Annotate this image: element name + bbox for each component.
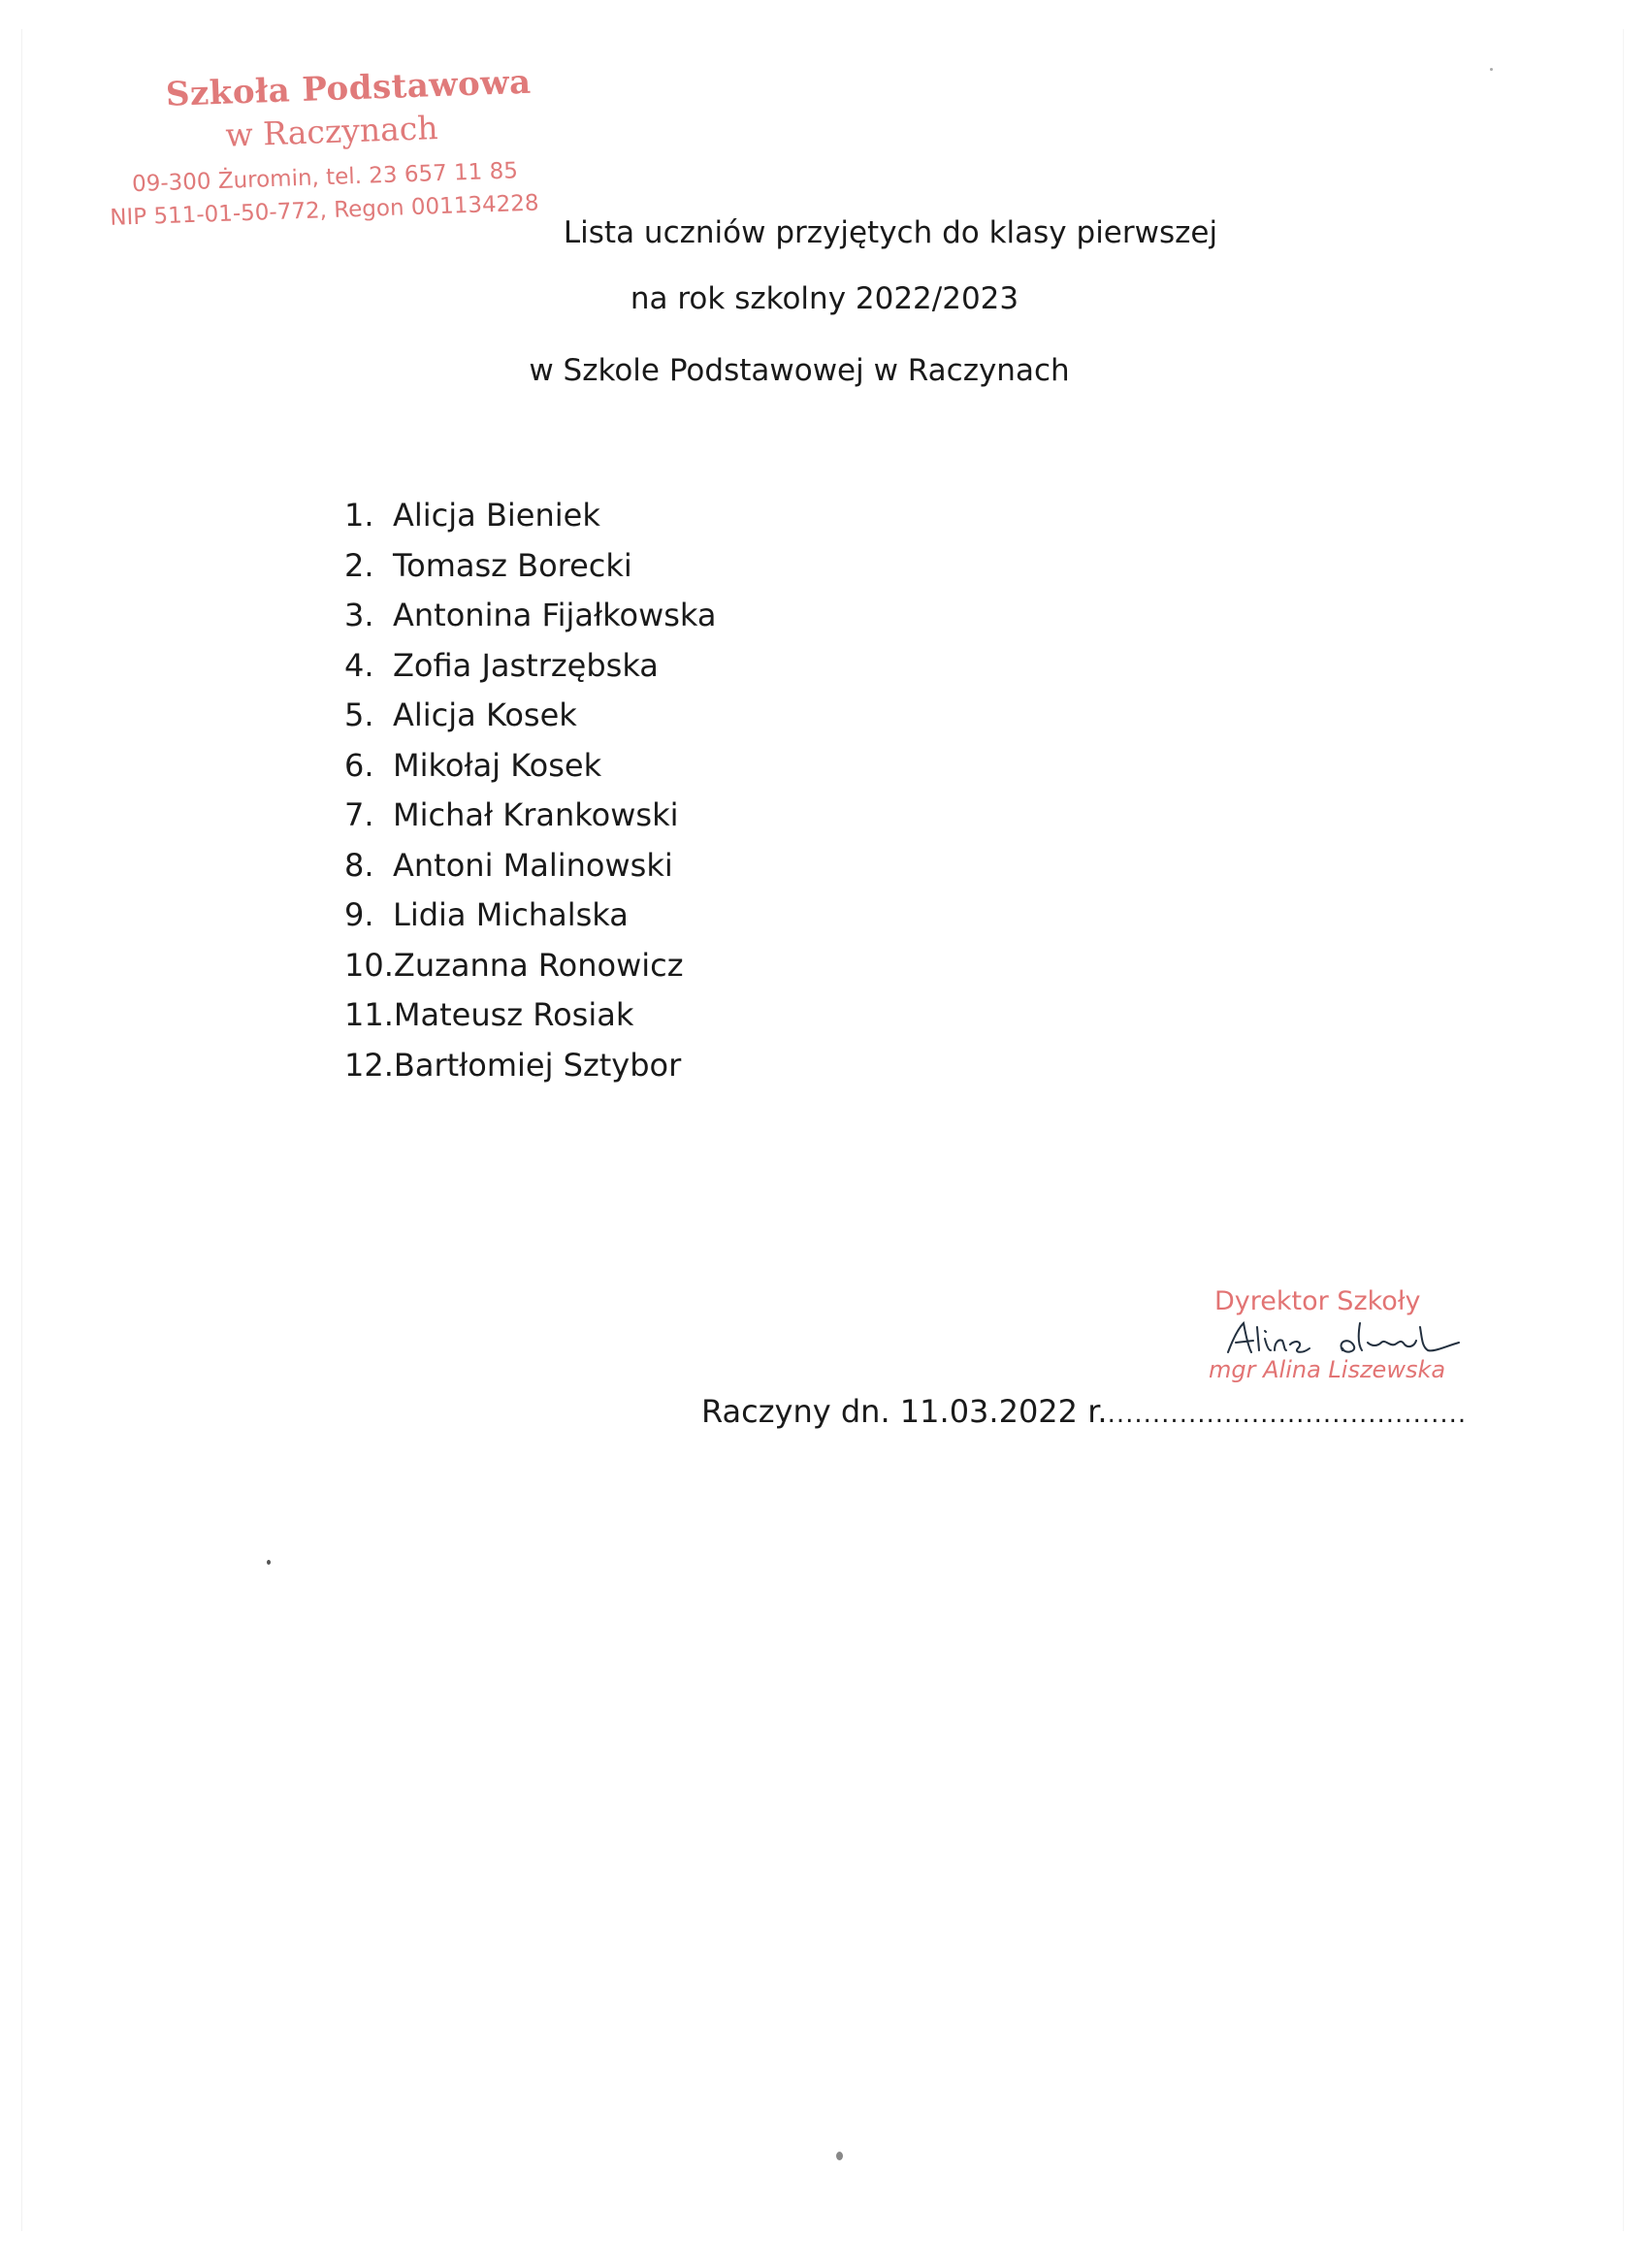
- student-name: Lidia Michalska: [393, 896, 629, 933]
- document-subtitle-year: na rok szkolny 2022/2023: [630, 281, 1019, 316]
- list-number: 1.: [344, 497, 374, 534]
- list-number: 3.: [344, 597, 374, 633]
- student-name: Tomasz Borecki: [393, 546, 632, 584]
- list-item: [344, 1047, 1023, 1097]
- list-number: 8.: [344, 846, 374, 884]
- student-name: Zuzanna Ronowicz: [393, 946, 684, 984]
- list-number: 9.: [344, 896, 374, 933]
- list-item: [344, 747, 1023, 797]
- stamp-address: 09-300 Żuromin, tel. 23 657 11 85: [131, 158, 519, 198]
- director-name: mgr Alina Liszewska: [1209, 1356, 1446, 1383]
- list-item: [344, 497, 1023, 547]
- student-name: Zofia Jastrzębska: [393, 646, 659, 684]
- student-list: [344, 497, 1023, 1096]
- list-number: 6.: [344, 746, 374, 784]
- list-number: 5.: [344, 697, 374, 733]
- list-item: [344, 647, 1023, 697]
- date-dots: ........................................: [1107, 1400, 1468, 1429]
- list-item: [344, 996, 1023, 1047]
- scan-speck: [267, 1560, 271, 1565]
- list-item: [344, 796, 1023, 847]
- list-number: 7.: [344, 796, 374, 833]
- student-name: Michał Krankowski: [393, 796, 679, 833]
- list-number: 4.: [344, 646, 374, 684]
- student-name: Mikołaj Kosek: [393, 746, 602, 784]
- list-item: [344, 847, 1023, 897]
- stamp-school-name: Szkoła Podstawowa: [165, 62, 533, 114]
- stamp-tax-ids: NIP 511-01-50-772, Regon 001134228: [109, 190, 539, 231]
- student-name: Antonina Fijałkowska: [393, 597, 717, 633]
- list-number: 10.: [344, 946, 394, 984]
- student-name: Antoni Malinowski: [393, 846, 673, 884]
- date-prefix: Raczyny dn.: [701, 1393, 890, 1430]
- student-name: Mateusz Rosiak: [393, 996, 634, 1033]
- director-title: Dyrektor Szkoły: [1214, 1286, 1421, 1316]
- list-item: [344, 697, 1023, 747]
- date-value: 11.03.2022 r.: [899, 1393, 1108, 1430]
- stamp-school-location: w Raczynach: [224, 109, 439, 154]
- date-line: [701, 1393, 1467, 1430]
- list-number: 12.: [344, 1046, 394, 1084]
- scan-speck: [836, 2152, 843, 2160]
- school-stamp: [105, 53, 570, 231]
- document-title: Lista uczniów przyjętych do klasy pierwszej: [563, 215, 1218, 250]
- student-name: Bartłomiej Sztybor: [393, 1046, 682, 1084]
- list-number: 11.: [344, 996, 394, 1033]
- student-name: Alicja Kosek: [393, 697, 577, 733]
- list-item: [344, 947, 1023, 997]
- list-item: [344, 597, 1023, 647]
- scan-speck: [1490, 68, 1493, 71]
- list-item: [344, 547, 1023, 598]
- list-number: 2.: [344, 546, 374, 584]
- list-item: [344, 896, 1023, 947]
- document-subtitle-school: w Szkole Podstawowej w Raczynach: [529, 353, 1070, 388]
- student-name: Alicja Bieniek: [393, 497, 600, 534]
